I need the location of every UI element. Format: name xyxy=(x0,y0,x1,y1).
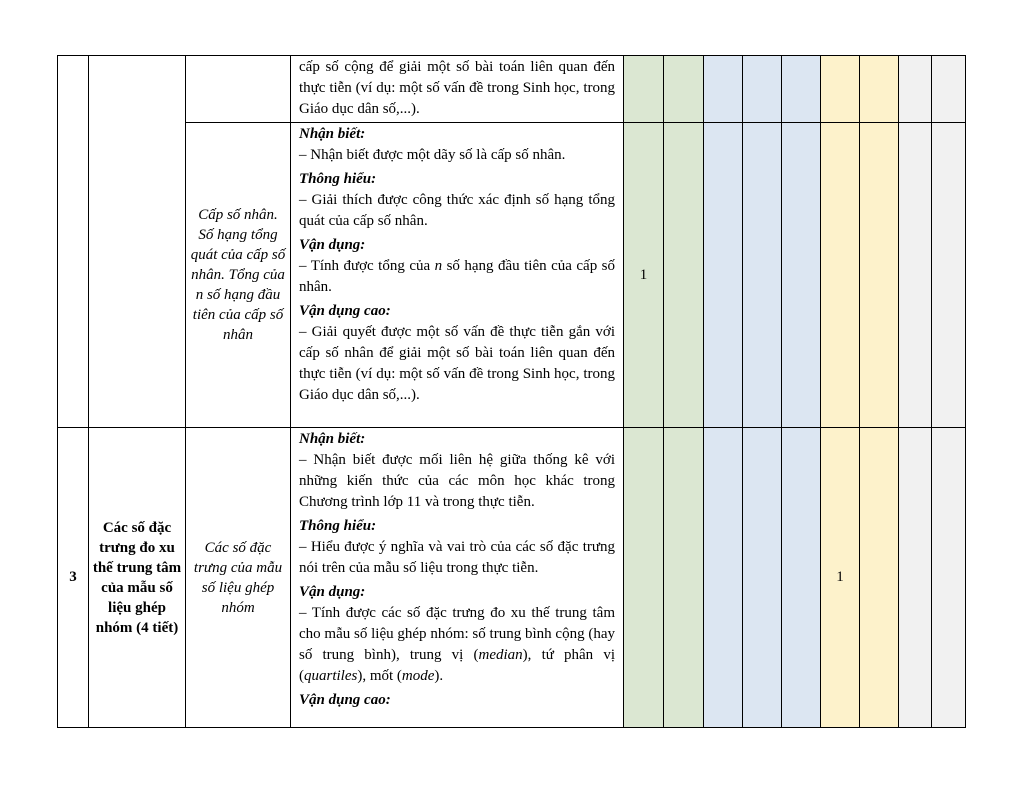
table-row xyxy=(58,123,966,428)
score-cell: 1 xyxy=(624,123,664,428)
requirement-text: – Nhận biết được một dãy số là cấp số nhân. xyxy=(299,147,566,163)
score-cell xyxy=(932,56,966,123)
row-number-cell: 3 xyxy=(58,428,89,728)
score-cell xyxy=(704,123,743,428)
level-heading: Vận dụng cao: xyxy=(299,692,391,708)
requirement-text xyxy=(299,603,615,687)
level-heading: Vận dụng: xyxy=(299,237,366,253)
topic-cell xyxy=(89,56,186,428)
content-cell xyxy=(186,56,291,123)
score-cell xyxy=(743,428,782,728)
score-cell xyxy=(743,123,782,428)
score-cell xyxy=(782,123,821,428)
italic-term: n xyxy=(434,258,443,274)
score-cell xyxy=(704,428,743,728)
text-part: – Tính được các số đặc trưng đo xu thế trung tâm cho mẫu số liệu ghép nhóm: số trung bình cộng (hay số trung bình), trung vị ( xyxy=(299,605,615,663)
content-cell: Các số đặc trưng của mẫu số liệu ghép nhóm xyxy=(186,428,291,728)
score-cell xyxy=(782,56,821,123)
requirement-text: – Hiểu được ý nghĩa và vai trò của các số đặc trưng nói trên của mẫu số liệu trong thực tiễn. xyxy=(299,539,615,576)
score-cell xyxy=(860,123,899,428)
level-heading: Thông hiểu: xyxy=(299,171,377,187)
italic-term: median xyxy=(478,647,523,663)
score-cell xyxy=(899,123,932,428)
text-part: – Tính được tổng của xyxy=(299,258,435,274)
italic-term: quartiles xyxy=(304,668,358,684)
description-cell xyxy=(291,56,624,123)
requirement-text: cấp số cộng để giải một số bài toán liên quan đến thực tiễn (ví dụ: một số vấn đề trong Sinh học, trong Giáo dục dân số,...). xyxy=(299,59,615,117)
score-cell xyxy=(860,56,899,123)
score-cell xyxy=(743,56,782,123)
score-cell xyxy=(704,56,743,123)
requirement-text: – Nhận biết được mối liên hệ giữa thống kê với những kiến thức của các môn học khác trong Chương trình lớp 11 và trong thực tiễn. xyxy=(299,452,615,510)
score-cell xyxy=(932,123,966,428)
score-cell xyxy=(821,56,860,123)
text-part: ), mốt ( xyxy=(357,668,402,684)
score-cell xyxy=(899,428,932,728)
table-row xyxy=(58,428,966,728)
score-cell xyxy=(821,123,860,428)
text-part: ), tứ phân vị ( xyxy=(299,647,615,684)
text-part: số hạng đầu tiên của cấp số nhân. xyxy=(299,258,615,295)
description-cell xyxy=(291,123,624,428)
italic-term: mode xyxy=(401,668,435,684)
level-heading: Thông hiểu: xyxy=(299,518,377,534)
text-part: ). xyxy=(434,668,444,684)
level-heading: Vận dụng cao: xyxy=(299,303,391,319)
requirement-text xyxy=(299,256,615,298)
topic-cell: Các số đặc trưng đo xu thế trung tâm của mẫu số liệu ghép nhóm (4 tiết) xyxy=(89,428,186,728)
score-cell xyxy=(664,56,704,123)
score-cell xyxy=(664,428,704,728)
content-cell: Cấp số nhân. Số hạng tổng quát của cấp số nhân. Tổng của n số hạng đầu tiên của cấp số nhân xyxy=(186,123,291,428)
table-row xyxy=(58,56,966,123)
score-cell xyxy=(624,56,664,123)
requirement-text: – Giải quyết được một số vấn đề thực tiễn gắn với cấp số nhân để giải một số bài toán liên quan đến thực tiễn (ví dụ: một số vấn đề trong Sinh học, trong Giáo dục dân số,...). xyxy=(299,324,615,403)
score-cell: 1 xyxy=(821,428,860,728)
score-cell xyxy=(624,428,664,728)
level-heading: Nhận biết: xyxy=(299,126,366,142)
requirement-text: – Giải thích được công thức xác định số hạng tổng quát của cấp số nhân. xyxy=(299,192,615,229)
level-heading: Nhận biết: xyxy=(299,431,366,447)
level-heading: Vận dụng: xyxy=(299,584,366,600)
specification-table xyxy=(57,55,966,728)
score-cell xyxy=(860,428,899,728)
score-cell xyxy=(664,123,704,428)
description-cell xyxy=(291,428,624,728)
row-number-cell xyxy=(58,56,89,428)
score-cell xyxy=(899,56,932,123)
score-cell xyxy=(782,428,821,728)
score-cell xyxy=(932,428,966,728)
